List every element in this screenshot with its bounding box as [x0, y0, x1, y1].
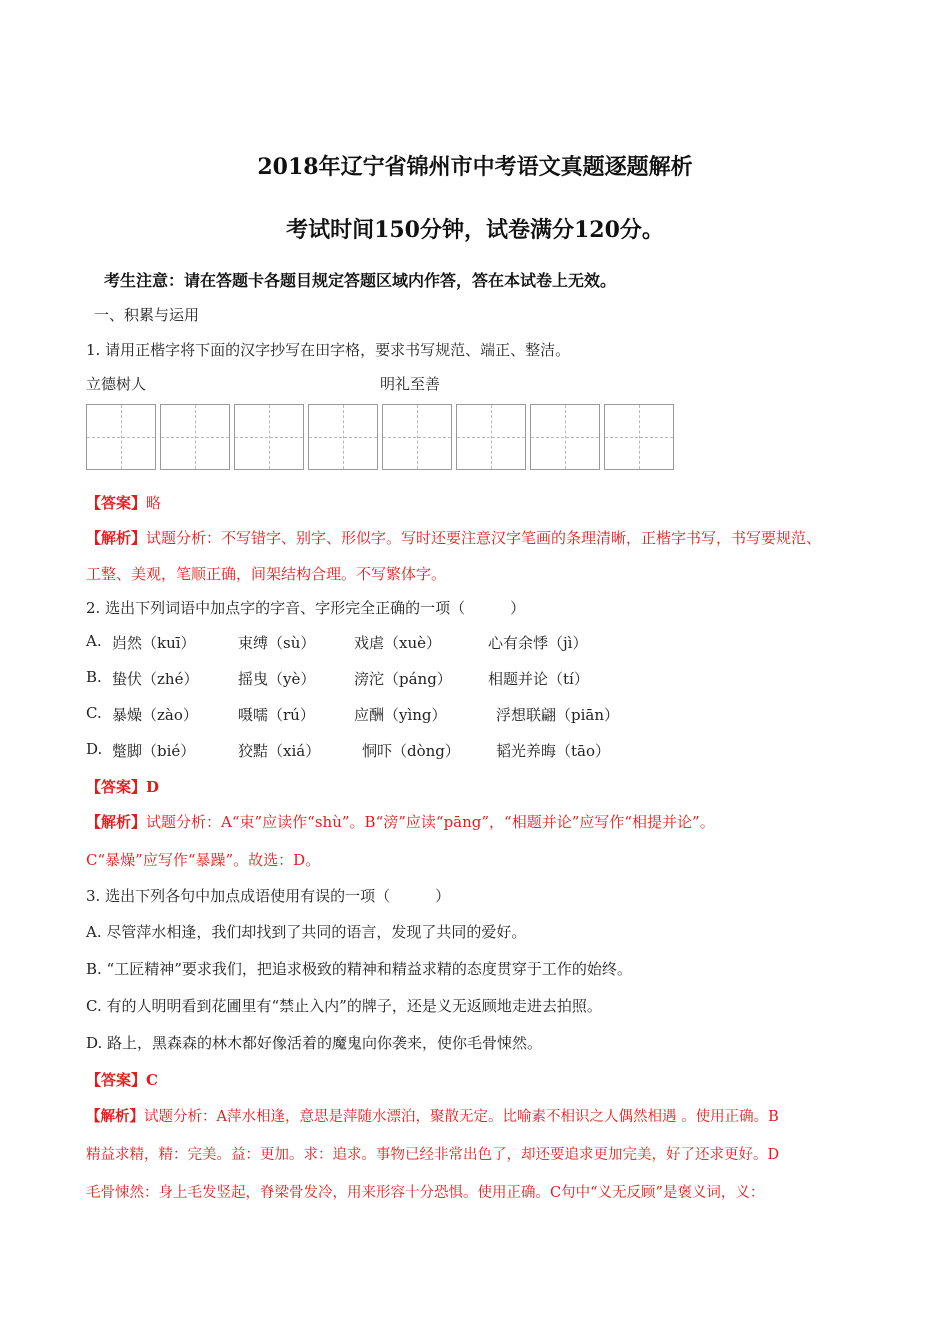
tianzige-cell[interactable] — [160, 404, 230, 470]
q3-stem: 3. 选出下列各句中加点成语使用有误的一项（ ） — [86, 887, 451, 905]
q3-analysis-line1 — [86, 1105, 779, 1126]
option-word: 束缚（sù） — [238, 634, 316, 652]
option-word: 浮想联翩（piān） — [496, 706, 620, 724]
q3-option-d: D. 路上，黑森森的林木都好像活着的魔鬼向你袭来，使你毛骨悚然。 — [86, 1034, 543, 1052]
option-word: 蹩脚（bié） — [112, 742, 196, 760]
q2-analysis-line2: C“暴燥”应写作“暴躁”。故选：D。 — [86, 851, 321, 869]
q3-option-b: B. “工匠精神”要求我们，把追求极致的精神和精益求精的态度贯穿于工作的始终。 — [86, 960, 632, 978]
q3-analysis-line2: 精益求精，精：完美。益：更加。求：追求。事物已经非常出色了，却还要追求更加完美，好了还求更好。D — [86, 1147, 780, 1163]
analysis-text: 试题分析：不写错字、别字、形似字。写时还要注意汉字笔画的条理清晰，正楷字书写，书写要规范、 — [146, 529, 822, 547]
q1-analysis-line1 — [86, 527, 821, 548]
option-word: 相题并论（tí） — [488, 670, 589, 688]
analysis-text: 试题分析：A“束”应读作“shù”。B“滂”应读“pāng”，“相题并论”应写作“相提并论”。 — [146, 813, 715, 831]
q3-answer — [86, 1069, 158, 1090]
q3-option-a: A. 尽管萍水相逢，我们却找到了共同的语言，发现了共同的爱好。 — [86, 923, 527, 941]
tianzige-cell[interactable] — [604, 404, 674, 470]
q2-analysis-line1 — [86, 811, 715, 832]
option-word: 狡黠（xiá） — [238, 742, 321, 760]
q3-option-c: C. 有的人明明看到花圃里有“禁止入内”的牌子，还是义无返顾地走进去拍照。 — [86, 997, 602, 1015]
q1-answer — [86, 492, 161, 513]
answer-label: 【答案】 — [86, 494, 147, 512]
tianzige-cell[interactable] — [308, 404, 378, 470]
analysis-text: 试题分析：A萍水相逢，意思是萍随水漂泊，聚散无定。比喻素不相识之人偶然相遇 。使用正确。B — [144, 1109, 779, 1125]
tianzige-cell[interactable] — [382, 404, 452, 470]
q1-phrase-left: 立德树人 — [86, 375, 147, 393]
answer-label: 【答案】 — [86, 778, 147, 796]
option-word: 戏虐（xuè） — [354, 634, 441, 652]
answer-value: C — [146, 1071, 158, 1089]
answer-label: 【答案】 — [86, 1071, 147, 1089]
option-word: 滂沱（páng） — [354, 670, 452, 688]
analysis-label: 【解析】 — [86, 529, 147, 547]
option-label: D. — [86, 740, 103, 758]
tianzige-cell[interactable] — [530, 404, 600, 470]
q1-stem: 1. 请用正楷字将下面的汉字抄写在田字格，要求书写规范、端正、整洁。 — [86, 341, 571, 359]
q2-answer — [86, 776, 159, 797]
answer-value: D — [146, 778, 160, 796]
tianzige-grid — [86, 404, 678, 472]
option-word: 嗫嚅（rú） — [238, 706, 315, 724]
doc-title: 2018年辽宁省锦州市中考语文真题逐题解析 — [257, 154, 693, 180]
option-word: 摇曳（yè） — [238, 670, 316, 688]
tianzige-cell[interactable] — [86, 404, 156, 470]
section-heading: 一、积累与运用 — [94, 306, 200, 324]
option-word: 韬光养晦（tāo） — [496, 742, 611, 760]
analysis-label: 【解析】 — [86, 813, 147, 831]
q1-phrase-right: 明礼至善 — [380, 375, 441, 393]
exam-notice: 考生注意：请在答题卡各题目规定答题区域内作答，答在本试卷上无效。 — [104, 271, 617, 290]
option-word: 岿然（kuī） — [112, 634, 196, 652]
tianzige-cell[interactable] — [234, 404, 304, 470]
answer-value: 略 — [146, 494, 162, 512]
q2-stem: 2. 选出下列词语中加点字的字音、字形完全正确的一项（ ） — [86, 599, 526, 617]
tianzige-cell[interactable] — [456, 404, 526, 470]
q1-analysis-line2: 工整、美观，笔顺正确，间架结构合理。不写繁体字。 — [86, 565, 447, 583]
option-label: C. — [86, 704, 102, 722]
option-word: 蛰伏（zhé） — [112, 670, 199, 688]
option-word: 应酬（yìng） — [354, 706, 447, 724]
option-word: 恫吓（dòng） — [362, 742, 460, 760]
option-word: 暴燥（zào） — [112, 706, 198, 724]
option-label: B. — [86, 668, 102, 686]
q3-analysis-line3: 毛骨悚然：身上毛发竖起，脊梁骨发冷，用来形容十分恐惧。使用正确。C句中“义无反顾”是褒义词，义： — [86, 1185, 765, 1201]
doc-subtitle: 考试时间150分钟，试卷满分120分。 — [286, 217, 664, 243]
option-label: A. — [86, 632, 102, 650]
option-word: 心有余悸（jì） — [488, 634, 588, 652]
analysis-label: 【解析】 — [86, 1108, 144, 1125]
